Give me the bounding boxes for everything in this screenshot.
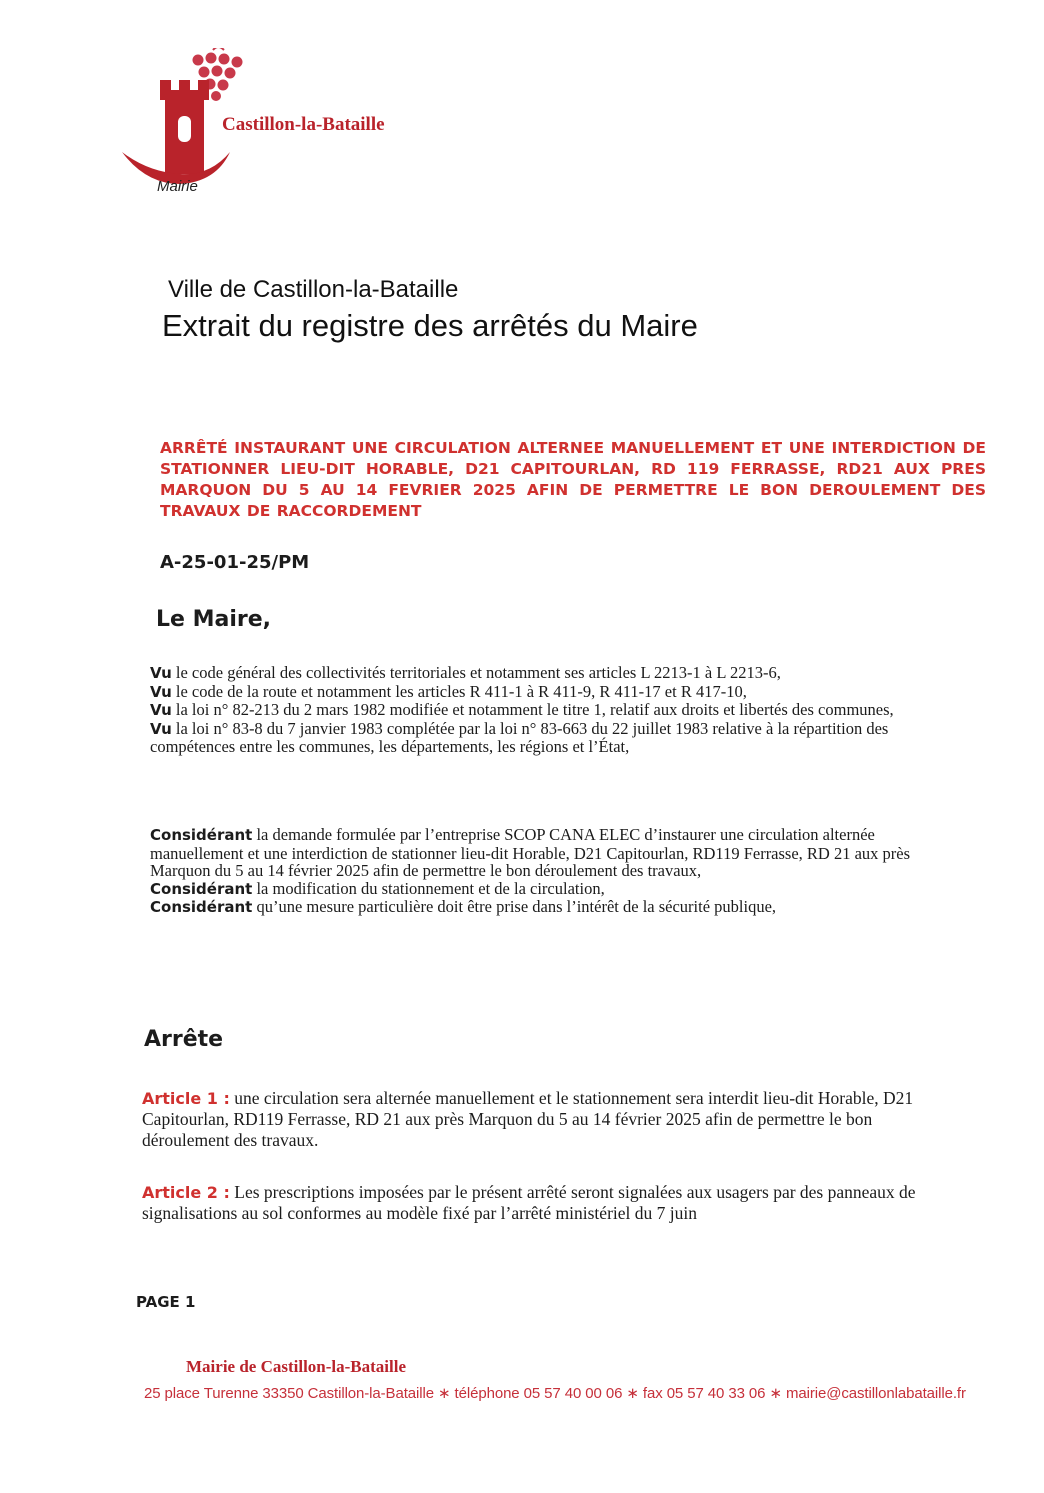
page-number: PAGE 1 (136, 1293, 196, 1311)
vu-item: Vu le code de la route et notamment les articles R 411-1 à R 411-9, R 411-17 et R 417-10, (150, 681, 747, 701)
vu-keyword: Vu (150, 682, 172, 701)
article-1 (142, 1088, 954, 1151)
vu-item: Vu le code général des collectivités territoriales et notamment ses articles L 2213-1 à L 2213-6, (150, 663, 781, 682)
considerant-keyword: Considérant (150, 898, 253, 916)
vu-item: Vu la loi n° 83-8 du 7 janvier 1983 complétée par la loi n° 83-663 du 22 juillet 1983 relative à la répartition des compétences entre les communes, les départements, les régions et l’État, (150, 718, 889, 756)
logo-name: Castillon-la-Bataille (222, 114, 385, 135)
considerant-item: Considérant la modification du stationnement et de la circulation, (150, 878, 605, 898)
article-1-label: Article 1 : (142, 1089, 230, 1108)
vu-section (150, 664, 970, 756)
arrete-headline: ARRÊTÉ INSTAURANT UNE CIRCULATION ALTERNEE MANUELLEMENT ET UNE INTERDICTION DE STATIONNER LIEU-DIT HORABLE, D21 CAPITOURLAN, RD 119 FERRASSE, RD21 AUX PRES MARQUON DU 5 AU 14 FEVRIER 2025 AFIN DE PERMETTRE LE BON DEROULEMENT DES TRAVAUX DE RACCORDEMENT (160, 439, 986, 520)
article-2-text: Les prescriptions imposées par le présent arrêté seront signalées aux usagers par des panneaux de signalisations au sol conformes au modèle fixé par l’arrêté ministériel du 7 juin (142, 1182, 916, 1223)
ville-title: Ville de Castillon-la-Bataille (168, 276, 459, 303)
vu-keyword: Vu (150, 664, 172, 682)
footer-title: Mairie de Castillon-la-Bataille (186, 1357, 407, 1376)
considerant-item: Considérant qu’une mesure particulière doit être prise dans l’intérêt de la sécurité publique, (150, 897, 777, 916)
footer-contact-line: 25 place Turenne 33350 Castillon-la-Bataille ∗ téléphone 05 57 40 00 06 ∗ fax 05 57 40 33 06 ∗ mairie@castillonlabataille.fr (144, 1385, 966, 1402)
le-maire-heading: Le Maire, (156, 607, 272, 632)
vu-item: Vu la loi n° 82-213 du 2 mars 1982 modifiée et notamment le titre 1, relatif aux droits et libertés des communes, (150, 700, 894, 719)
logo-subtitle: Mairie (157, 178, 198, 195)
considerant-section (150, 826, 970, 917)
vu-keyword: Vu (150, 719, 172, 738)
considerant-keyword: Considérant (150, 826, 253, 844)
arrete-heading: Arrête (144, 1027, 224, 1052)
considerant-item: Considérant la demande formulée par l’entreprise SCOP CANA ELEC d’instaurer une circulation alternée manuellement et une interdiction de stationner lieu-dit Horable, D21 Capitourlan, RD119 Ferrasse, RD 21 aux près Marquon du 5 au 14 février 2025 afin de permettre le bon déroulement des travaux, (150, 825, 911, 880)
vu-keyword: Vu (150, 701, 172, 719)
registre-title: Extrait du registre des arrêtés du Maire (162, 308, 698, 343)
article-1-text: une circulation sera alternée manuellement et le stationnement sera interdit lieu-dit Horable, D21 Capitourlan, RD119 Ferrasse, RD 21 aux près Marquon du 5 au 14 février 2025 afin de permettre le bon déroulement des travaux. (142, 1088, 914, 1150)
article-2-label: Article 2 : (142, 1183, 230, 1202)
considerant-keyword: Considérant (150, 879, 253, 898)
article-2 (142, 1182, 954, 1224)
arrete-reference: A-25-01-25/PM (160, 552, 310, 573)
